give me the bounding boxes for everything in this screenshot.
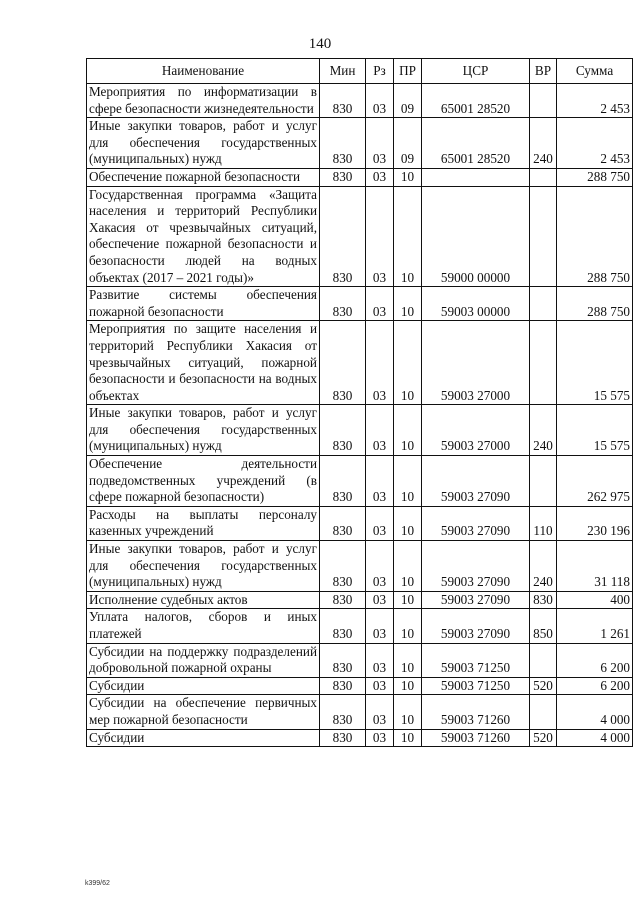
- cell-csr: 59003 27090: [422, 541, 530, 592]
- table-row: [87, 456, 633, 507]
- table-row: [87, 643, 633, 677]
- footer-code: k399/62: [85, 880, 110, 887]
- cell-name: Уплата налогов, сборов и иных платежей: [87, 609, 320, 643]
- cell-sum: 31 118: [557, 541, 633, 592]
- cell-rz: 03: [366, 321, 394, 405]
- cell-csr: 59003 27000: [422, 405, 530, 456]
- cell-min: 830: [320, 287, 366, 321]
- cell-name: Мероприятия по информатизации в сфере безопасности жизнедеятельности: [87, 84, 320, 118]
- cell-vr: [530, 186, 557, 287]
- table-row: [87, 541, 633, 592]
- cell-csr: [422, 168, 530, 186]
- cell-rz: 03: [366, 506, 394, 540]
- cell-min: 830: [320, 591, 366, 609]
- cell-name: Исполнение судебных актов: [87, 591, 320, 609]
- table-row: [87, 695, 633, 729]
- cell-pr: 10: [394, 609, 422, 643]
- cell-pr: 10: [394, 506, 422, 540]
- cell-vr: [530, 287, 557, 321]
- cell-pr: 10: [394, 677, 422, 695]
- cell-name: Расходы на выплаты персоналу казенных учреждений: [87, 506, 320, 540]
- cell-csr: 59003 71250: [422, 677, 530, 695]
- cell-csr: 59003 27000: [422, 321, 530, 405]
- cell-min: 830: [320, 321, 366, 405]
- cell-vr: 240: [530, 405, 557, 456]
- cell-pr: 10: [394, 405, 422, 456]
- cell-sum: 15 575: [557, 321, 633, 405]
- cell-sum: 288 750: [557, 168, 633, 186]
- cell-rz: 03: [366, 287, 394, 321]
- cell-pr: 10: [394, 541, 422, 592]
- cell-pr: 10: [394, 186, 422, 287]
- cell-vr: 240: [530, 118, 557, 169]
- table-header-row: [87, 59, 633, 84]
- cell-name: Субсидии: [87, 677, 320, 695]
- header-sum: Сумма: [557, 59, 633, 84]
- cell-sum: 230 196: [557, 506, 633, 540]
- cell-sum: 400: [557, 591, 633, 609]
- cell-vr: [530, 84, 557, 118]
- cell-pr: 10: [394, 643, 422, 677]
- cell-rz: 03: [366, 541, 394, 592]
- cell-min: 830: [320, 118, 366, 169]
- header-min: Мин: [320, 59, 366, 84]
- cell-vr: [530, 321, 557, 405]
- table-row: [87, 677, 633, 695]
- cell-rz: 03: [366, 186, 394, 287]
- cell-min: 830: [320, 186, 366, 287]
- cell-csr: 59003 27090: [422, 506, 530, 540]
- cell-rz: 03: [366, 168, 394, 186]
- cell-csr: 59003 27090: [422, 609, 530, 643]
- table-row: [87, 186, 633, 287]
- cell-csr: 59003 71250: [422, 643, 530, 677]
- cell-min: 830: [320, 541, 366, 592]
- cell-min: 830: [320, 456, 366, 507]
- cell-name: Иные закупки товаров, работ и услуг для обеспечения государственных (муниципальных) нужд: [87, 541, 320, 592]
- cell-pr: 09: [394, 84, 422, 118]
- cell-vr: 520: [530, 729, 557, 747]
- cell-min: 830: [320, 84, 366, 118]
- table-row: [87, 84, 633, 118]
- cell-name: Мероприятия по защите населения и территорий Республики Хакасия от чрезвычайных ситуаций, пожарной безопасности и безопасности на водных объектах: [87, 321, 320, 405]
- cell-sum: 4 000: [557, 729, 633, 747]
- cell-min: 830: [320, 677, 366, 695]
- cell-vr: 110: [530, 506, 557, 540]
- cell-pr: 10: [394, 456, 422, 507]
- cell-csr: 59003 00000: [422, 287, 530, 321]
- cell-name: Иные закупки товаров, работ и услуг для обеспечения государственных (муниципальных) нужд: [87, 118, 320, 169]
- cell-name: Субсидии: [87, 729, 320, 747]
- cell-min: 830: [320, 643, 366, 677]
- cell-csr: 59003 71260: [422, 729, 530, 747]
- cell-vr: 830: [530, 591, 557, 609]
- cell-rz: 03: [366, 677, 394, 695]
- cell-name: Обеспечение деятельности подведомственных учреждений (в сфере пожарной безопасности): [87, 456, 320, 507]
- cell-rz: 03: [366, 591, 394, 609]
- cell-pr: 09: [394, 118, 422, 169]
- cell-pr: 10: [394, 321, 422, 405]
- cell-min: 830: [320, 405, 366, 456]
- table-row: [87, 729, 633, 747]
- cell-name: Обеспечение пожарной безопасности: [87, 168, 320, 186]
- table-row: [87, 118, 633, 169]
- cell-sum: 4 000: [557, 695, 633, 729]
- cell-pr: 10: [394, 168, 422, 186]
- table-row: [87, 321, 633, 405]
- cell-pr: 10: [394, 695, 422, 729]
- cell-sum: 1 261: [557, 609, 633, 643]
- cell-vr: [530, 643, 557, 677]
- cell-sum: 288 750: [557, 287, 633, 321]
- cell-min: 830: [320, 506, 366, 540]
- cell-name: Иные закупки товаров, работ и услуг для обеспечения государственных (муниципальных) нужд: [87, 405, 320, 456]
- header-csr: ЦСР: [422, 59, 530, 84]
- cell-csr: 65001 28520: [422, 118, 530, 169]
- cell-rz: 03: [366, 729, 394, 747]
- cell-vr: [530, 695, 557, 729]
- header-vr: ВР: [530, 59, 557, 84]
- table-row: [87, 405, 633, 456]
- cell-sum: 2 453: [557, 118, 633, 169]
- cell-pr: 10: [394, 729, 422, 747]
- cell-name: Развитие системы обеспечения пожарной безопасности: [87, 287, 320, 321]
- cell-vr: 850: [530, 609, 557, 643]
- table-row: [87, 168, 633, 186]
- cell-vr: [530, 456, 557, 507]
- cell-csr: 59003 27090: [422, 456, 530, 507]
- cell-pr: 10: [394, 287, 422, 321]
- cell-rz: 03: [366, 609, 394, 643]
- page-number: 140: [308, 36, 332, 52]
- table-row: [87, 591, 633, 609]
- cell-min: 830: [320, 729, 366, 747]
- cell-sum: 15 575: [557, 405, 633, 456]
- cell-rz: 03: [366, 456, 394, 507]
- cell-name: Субсидии на поддержку подразделений добровольной пожарной охраны: [87, 643, 320, 677]
- cell-sum: 2 453: [557, 84, 633, 118]
- table-row: [87, 506, 633, 540]
- cell-csr: 65001 28520: [422, 84, 530, 118]
- cell-sum: 288 750: [557, 186, 633, 287]
- cell-name: Государственная программа «Защита населения и территорий Республики Хакасия от чрезвычайных ситуаций, обеспечение пожарной безопасности и безопасности людей на водных объектах (2017 – 2021 годы)»: [87, 186, 320, 287]
- cell-sum: 6 200: [557, 677, 633, 695]
- cell-csr: 59003 71260: [422, 695, 530, 729]
- cell-vr: 240: [530, 541, 557, 592]
- header-pr: ПР: [394, 59, 422, 84]
- cell-csr: 59000 00000: [422, 186, 530, 287]
- header-name: Наименование: [87, 59, 320, 84]
- cell-min: 830: [320, 609, 366, 643]
- cell-pr: 10: [394, 591, 422, 609]
- cell-rz: 03: [366, 118, 394, 169]
- cell-min: 830: [320, 695, 366, 729]
- cell-rz: 03: [366, 695, 394, 729]
- table-row: [87, 287, 633, 321]
- budget-table: [86, 58, 633, 747]
- cell-rz: 03: [366, 405, 394, 456]
- cell-vr: [530, 168, 557, 186]
- cell-rz: 03: [366, 84, 394, 118]
- table-row: [87, 609, 633, 643]
- cell-vr: 520: [530, 677, 557, 695]
- header-rz: Рз: [366, 59, 394, 84]
- cell-sum: 262 975: [557, 456, 633, 507]
- cell-min: 830: [320, 168, 366, 186]
- cell-sum: 6 200: [557, 643, 633, 677]
- cell-name: Субсидии на обеспечение первичных мер пожарной безопасности: [87, 695, 320, 729]
- cell-rz: 03: [366, 643, 394, 677]
- cell-csr: 59003 27090: [422, 591, 530, 609]
